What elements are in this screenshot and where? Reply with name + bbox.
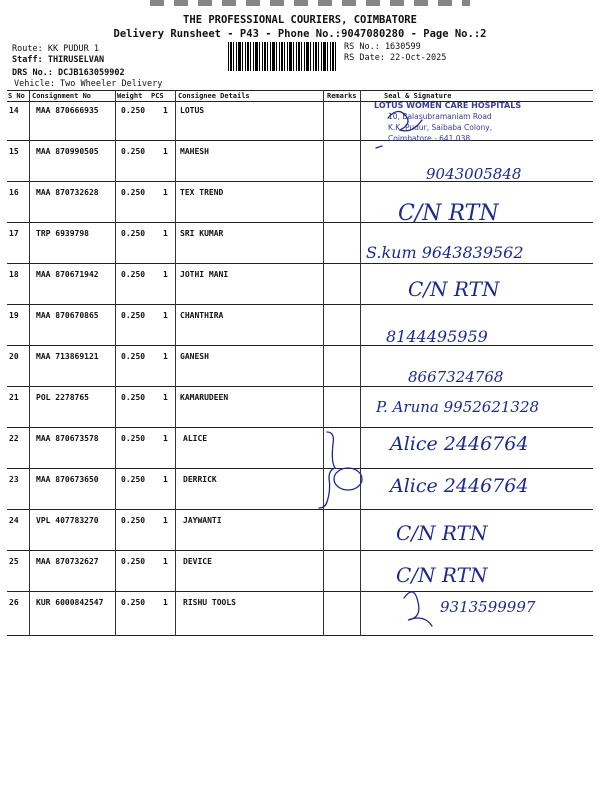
row-consignment: MAA 870990505 [36,147,99,156]
row-sno: 26 [9,598,19,607]
row-pcs: 1 [163,352,168,361]
header-consignee: Consignee Details [178,92,250,100]
row-weight: 0.250 [121,434,146,443]
circle-mark [334,468,362,490]
row14-signature-scribble [388,111,422,130]
row-consignment: MAA 870666935 [36,106,99,115]
row-sno: 14 [9,106,19,115]
row-sno: 16 [9,188,19,197]
row-sno: 15 [9,147,19,156]
row-pcs: 1 [163,516,168,525]
row-consignee: CHANTHIRA [180,311,224,320]
row-pcs: 1 [163,270,168,279]
row18-note: C/N RTN [408,277,500,301]
row-weight: 0.250 [121,352,146,361]
row15-tick-mark [376,146,382,148]
header-consignment: Consignment No [32,92,92,100]
row-weight: 0.250 [121,516,146,525]
row-weight: 0.250 [121,475,146,484]
row-consignment: MAA 870732627 [36,557,99,566]
row-consignment: MAA 870673578 [36,434,99,443]
row-sno: 21 [9,393,19,402]
header-weight: Weight [117,92,143,100]
row-weight: 0.250 [121,188,146,197]
route-label: Route: KK PUDUR 1 [12,44,99,54]
row25-note: C/N RTN [396,563,488,587]
row-consignment: POL 2278765 [36,393,89,402]
row-consignment: MAA 870732628 [36,188,99,197]
row-sno: 18 [9,270,19,279]
brace-mark [319,432,335,508]
runsheet-title: Delivery Runsheet - P43 - Phone No.:9047080280 - Page No.:2 [113,28,487,40]
header-seal-signature: Seal & Signature [384,92,452,100]
row-sno: 22 [9,434,19,443]
row17-sign-phone: S.kum 9643839562 [366,243,524,262]
row-weight: 0.250 [121,598,146,607]
row-consignment: MAA 870670865 [36,311,99,320]
row-weight: 0.250 [121,311,146,320]
row-consignment: TRP 6939798 [36,229,89,238]
row-consignee: JOTHI MANI [180,270,229,279]
stamp-address-line3: Coimbatore - 641 038 [388,134,471,143]
rs-number: RS No.: 1630599 [344,42,421,52]
row-consignee: SRI KUMAR [180,229,224,238]
row-weight: 0.250 [121,557,146,566]
row-consignee: LOTUS [180,106,205,115]
row-pcs: 1 [163,393,168,402]
row-weight: 0.250 [121,229,146,238]
row-consignment: MAA 870673650 [36,475,99,484]
header-sno: S No [8,92,25,100]
row-consignee: ALICE [183,434,208,443]
row23-sign-phone: Alice 2446764 [390,475,529,497]
header-remarks: Remarks [327,92,357,100]
row26-signature-scribble [404,592,432,626]
row-sno: 19 [9,311,19,320]
row-pcs: 1 [163,106,168,115]
row-pcs: 1 [163,311,168,320]
row-consignee: DEVICE [183,557,212,566]
header-pcs: PCS [151,92,164,100]
row-sno: 25 [9,557,19,566]
row-consignee: KAMARUDEEN [180,393,229,402]
row-pcs: 1 [163,147,168,156]
row-consignment: KUR 6000842547 [36,598,104,607]
row-sno: 24 [9,516,19,525]
row-consignee: DERRICK [183,475,217,484]
row-consignee: GANESH [180,352,209,361]
row-consignment: MAA 713869121 [36,352,99,361]
row-pcs: 1 [163,229,168,238]
row20-phone: 8667324768 [408,368,504,386]
row26-phone: 9313599997 [440,598,536,616]
row24-note: C/N RTN [396,521,488,545]
row-consignee: JAYWANTI [183,516,222,525]
row-sno: 17 [9,229,19,238]
row-pcs: 1 [163,598,168,607]
row-pcs: 1 [163,557,168,566]
staff-label: Staff: THIRUSELVAN [12,55,105,65]
row-weight: 0.250 [121,393,146,402]
row-consignment: VPL 407783270 [36,516,99,525]
row-pcs: 1 [163,475,168,484]
row-sno: 20 [9,352,19,361]
stamp-address-line2: K.K. Pudur, Saibaba Colony, [388,123,493,132]
row21-sign-phone: P. Aruna 9952621328 [376,398,540,416]
row-consignee: MAHESH [180,147,209,156]
row-consignee: TEX TREND [180,188,224,197]
stamp-address-line1: 10, Balasubramaniam Road [388,112,492,121]
row-consignee: RISHU TOOLS [183,598,236,607]
row-weight: 0.250 [121,270,146,279]
row16-note: C/N RTN [398,201,499,226]
stamp-name: LOTUS WOMEN CARE HOSPITALS [374,101,522,110]
row19-phone: 8144495959 [386,327,488,346]
row-weight: 0.250 [121,147,146,156]
row15-phone: 9043005848 [426,165,522,183]
row-pcs: 1 [163,188,168,197]
row-weight: 0.250 [121,106,146,115]
row-sno: 23 [9,475,19,484]
row22-sign-phone: Alice 2446764 [390,433,529,455]
vehicle-label: Vehicle: Two Wheeler Delivery [14,79,163,89]
drs-number: DRS No.: DCJB163059902 [12,68,125,78]
row-consignment: MAA 870671942 [36,270,99,279]
rs-date: RS Date: 22-Oct-2025 [344,53,447,63]
company-title: THE PROFESSIONAL COURIERS, COIMBATORE [183,14,417,26]
row-pcs: 1 [163,434,168,443]
